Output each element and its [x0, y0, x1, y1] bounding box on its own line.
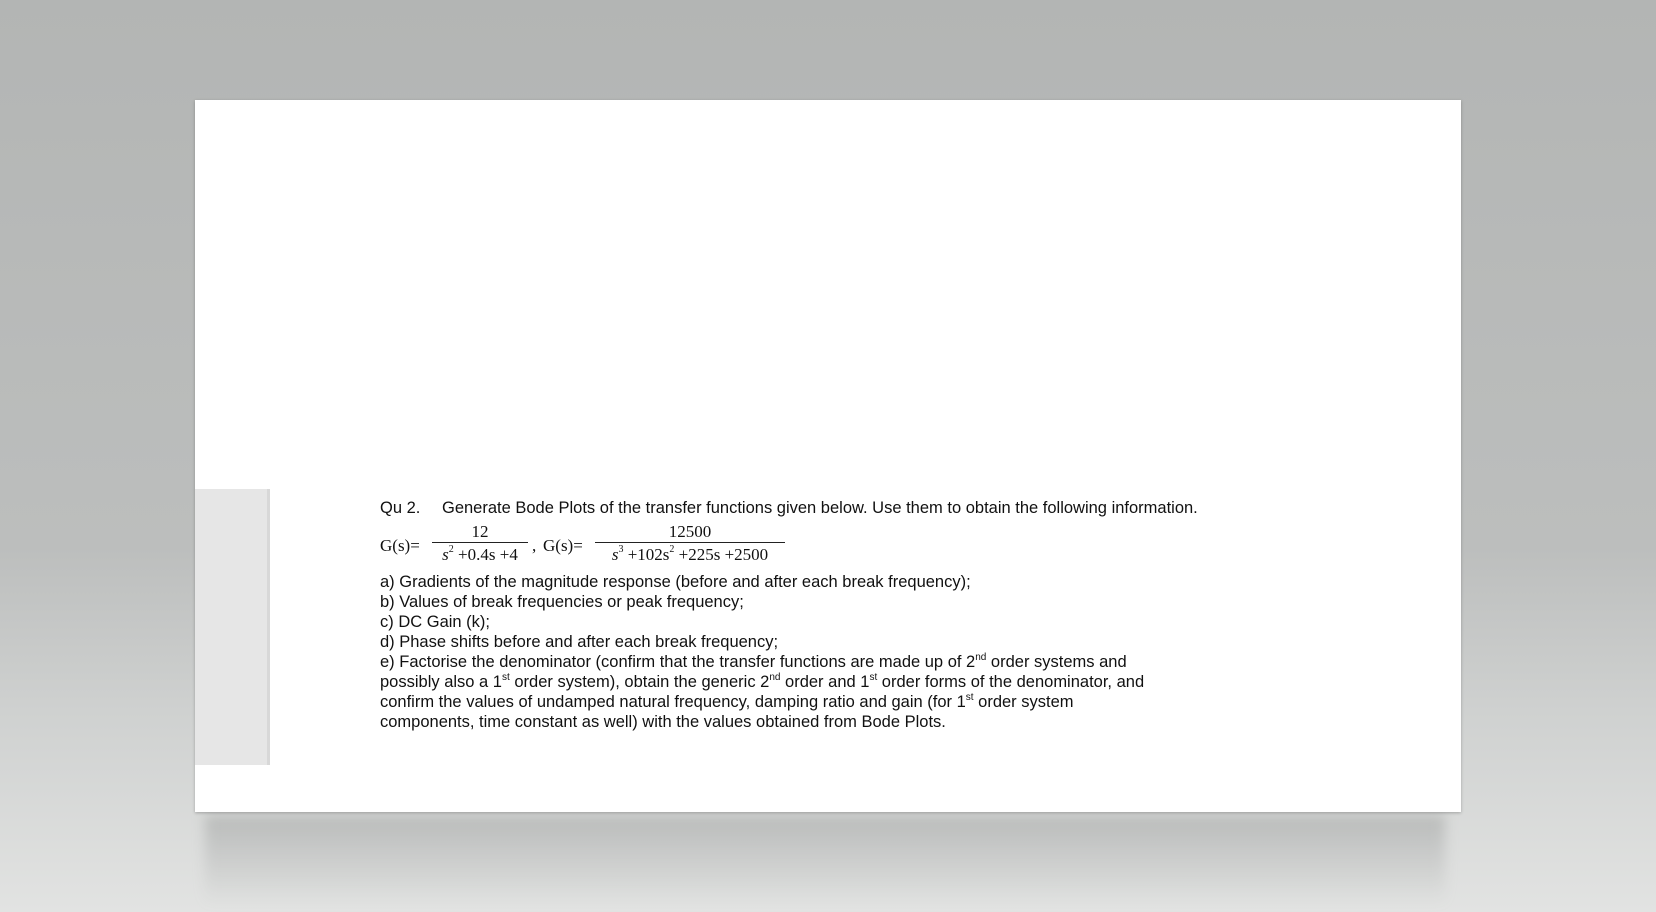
item-e-text: possibly also a 1 — [380, 673, 502, 691]
den2-exp-a: 3 — [618, 544, 624, 555]
item-e-line-4: components, time constant as well) with the values obtained from Bode Plots. — [380, 713, 946, 731]
den1-a: s — [442, 545, 449, 564]
item-e-line-1 — [380, 652, 1420, 672]
item-b: b) Values of break frequencies or peak frequency; — [380, 593, 744, 611]
question-number: Qu 2. — [380, 499, 421, 517]
den2-a: s — [611, 545, 619, 564]
side-panel — [195, 489, 270, 765]
superscript: nd — [769, 672, 781, 683]
lhs-1: G(s)= — [380, 536, 420, 555]
document-page — [195, 100, 1461, 812]
item-e-line-2 — [380, 672, 1420, 692]
transfer-functions — [380, 522, 1420, 570]
equation-separator: , — [532, 536, 537, 555]
item-e-text: order systems and — [986, 653, 1127, 671]
den2-c: +225s +2500 — [674, 545, 769, 564]
item-e-text: order system), obtain the generic 2 — [509, 673, 770, 691]
fraction-1 — [432, 522, 528, 565]
item-e-text: order forms of the denominator, and — [877, 673, 1145, 691]
fraction-2 — [595, 522, 785, 565]
item-e-line-3 — [380, 692, 1420, 712]
item-e-text: confirm the values of undamped natural frequency, damping ratio and gain (for 1 — [380, 693, 966, 711]
page-shadow — [205, 815, 1445, 905]
den2-exp-b: 2 — [669, 544, 675, 555]
question-content — [380, 498, 1420, 732]
denominator-1 — [432, 543, 528, 565]
question-header — [380, 498, 1420, 520]
item-e-text: order and 1 — [780, 673, 870, 691]
superscript: nd — [975, 652, 987, 663]
item-d: d) Phase shifts before and after each break frequency; — [380, 633, 779, 651]
numerator-1: 12 — [432, 522, 528, 543]
lhs-2: G(s)= — [543, 536, 583, 555]
den1-b: +0.4s +4 — [453, 545, 518, 564]
numerator-2: 12500 — [595, 522, 785, 543]
item-e-text: order system — [973, 693, 1074, 711]
question-prompt: Generate Bode Plots of the transfer functions given below. Use them to obtain the following information. — [442, 499, 1198, 517]
superscript: st — [869, 672, 878, 683]
den2-b: +102s — [623, 545, 670, 564]
item-c: c) DC Gain (k); — [380, 613, 491, 631]
denominator-2 — [595, 543, 785, 565]
superscript: st — [502, 672, 510, 683]
item-e-text: e) Factorise the denominator (confirm that the transfer functions are made up of 2 — [380, 653, 976, 671]
item-a: a) Gradients of the magnitude response (before and after each break frequency); — [380, 573, 971, 591]
den1-exp: 2 — [448, 544, 454, 555]
superscript: st — [965, 692, 974, 703]
